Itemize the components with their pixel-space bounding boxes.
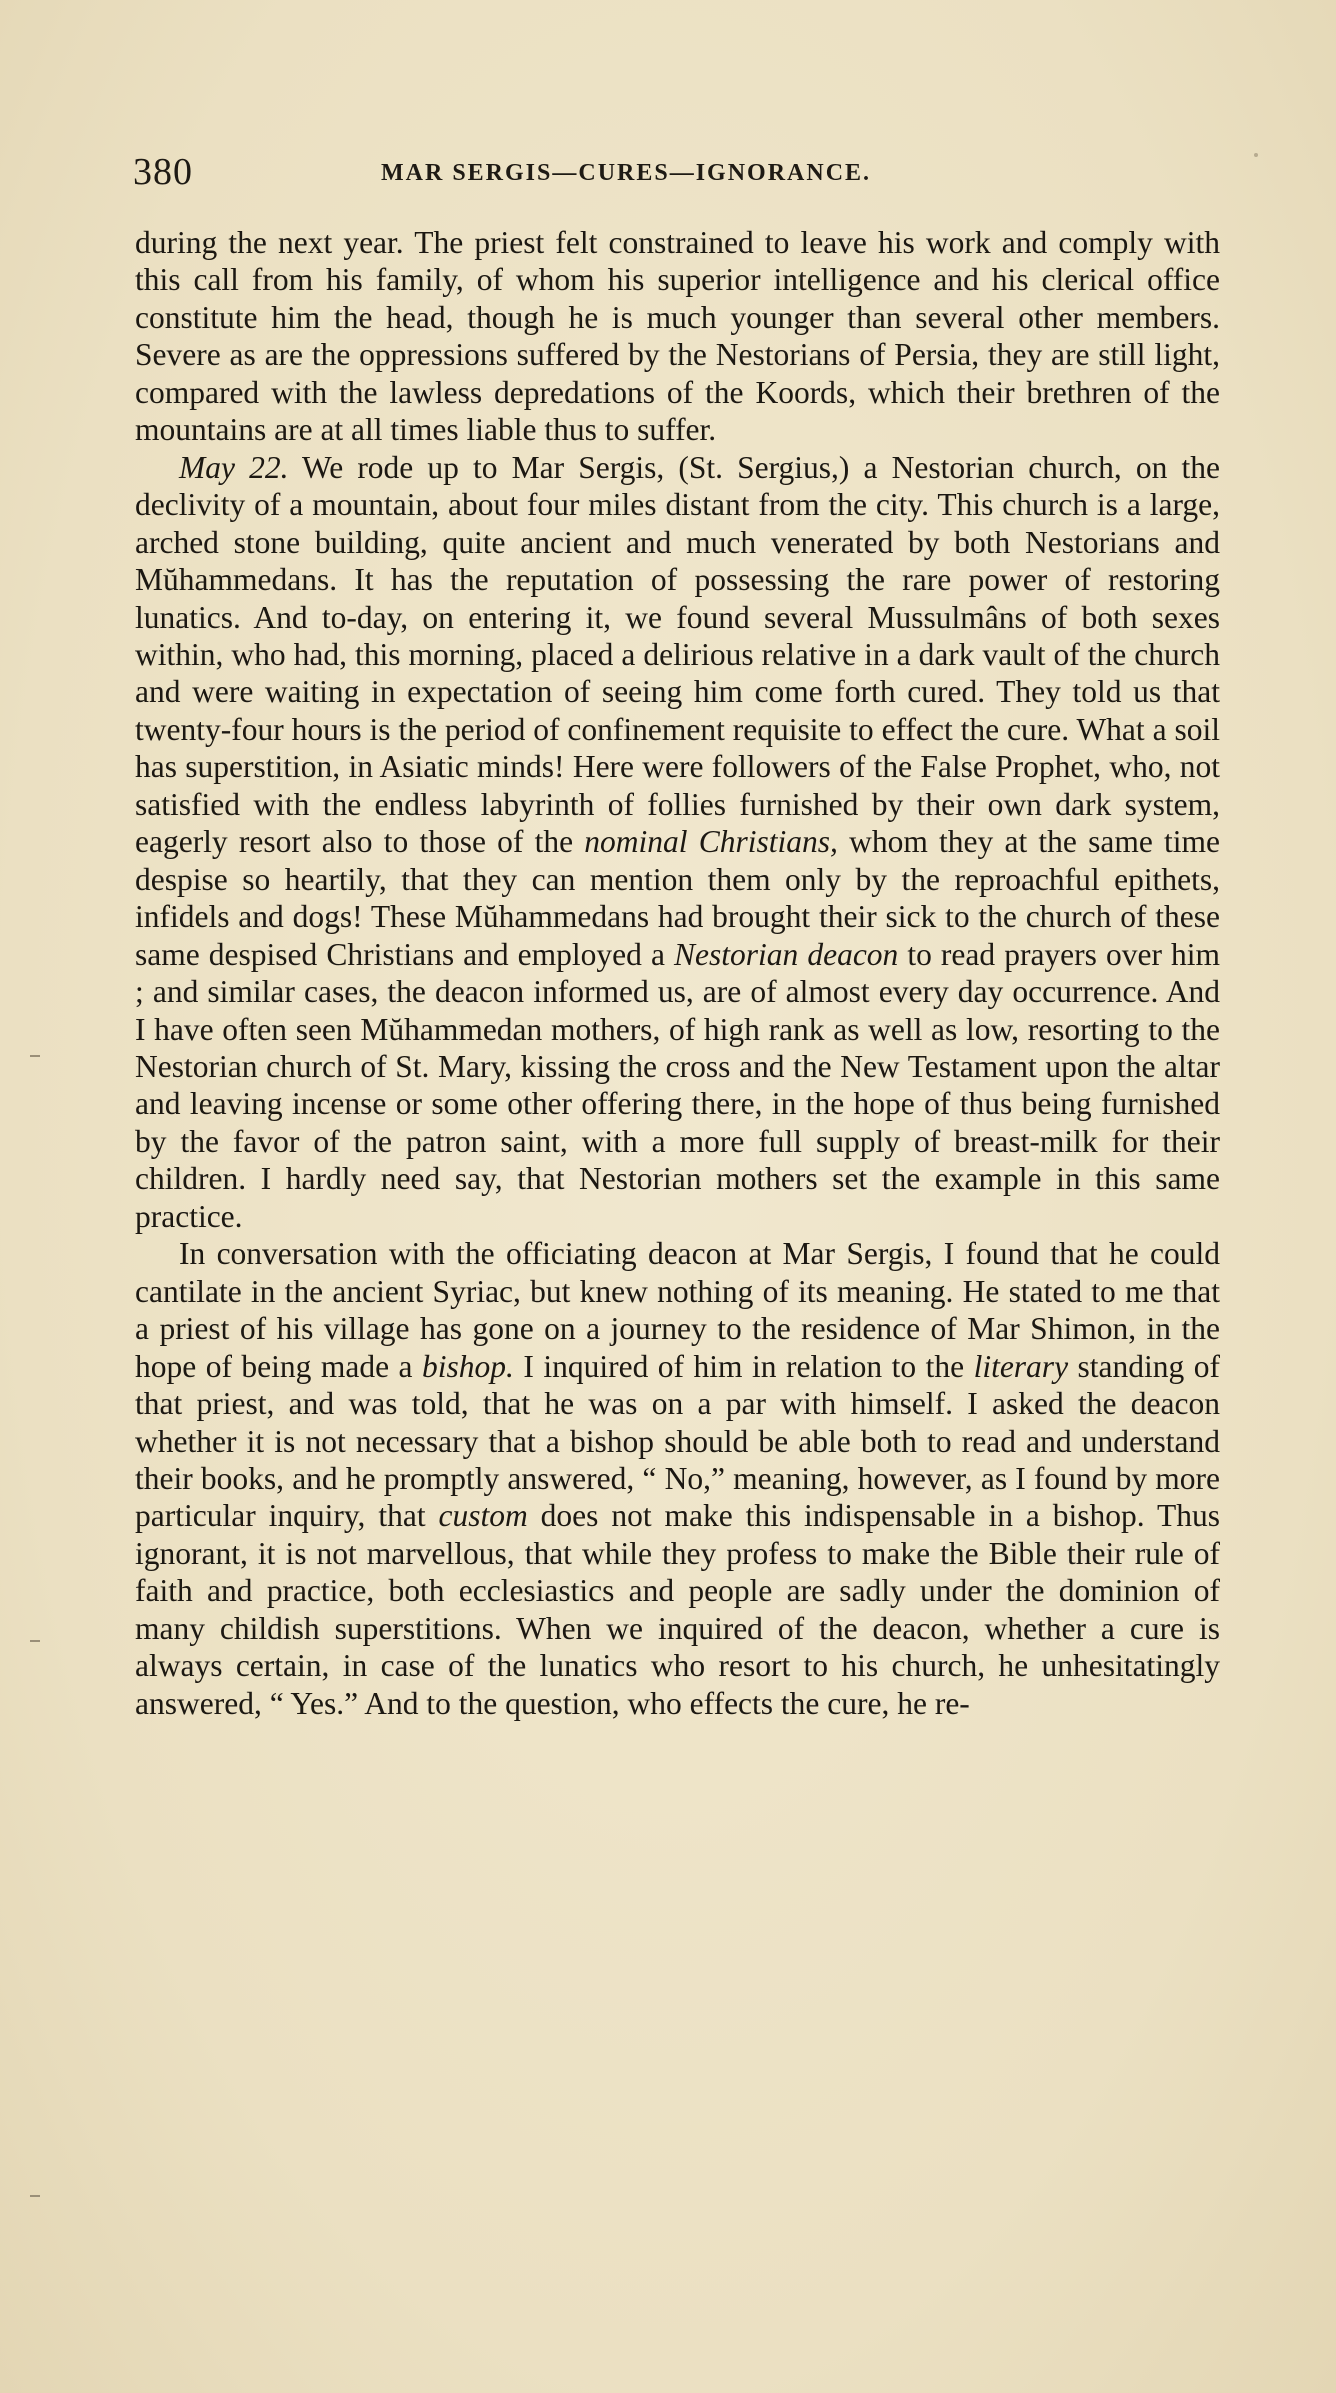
paragraph <box>135 449 1220 1236</box>
page-number: 380 <box>133 151 193 193</box>
text-run-italic: nominal Christians, <box>584 824 838 860</box>
text-run: does not make this indispensable in a bishop. Thus ignorant, it is not marvellous, that while they profess to make the Bible their rule of faith and practice, both ecclesiastics and people are sadly under the dominion of many childish superstitions. When we inquired of the deacon, whether a cure is always certain, in case of the lunatics who resort to his church, he unhesitatingly answered, “ Yes.” And to the question, who effects the cure, he re- <box>135 1498 1220 1721</box>
text-run: I inquired of him in relation to the <box>513 1348 974 1384</box>
text-run: to read prayers over him ; and similar cases, the deacon informed us, are of almost every day occurrence. And I have often seen Mŭhammedan mothers, of high rank as well as low, resorting to the Nestorian church of St. Mary, kissing the cross and the New Testament upon the altar and leaving incense or some other offering there, in the hope of thus being furnished by the favor of the patron saint, with a more full supply of breast-milk for their children. I hardly need say, that Nestorian mothers set the example in this same practice. <box>135 936 1220 1234</box>
text-run-italic: literary <box>973 1348 1069 1384</box>
margin-mark <box>30 2195 40 2197</box>
text-run-italic: May 22. <box>179 449 289 485</box>
running-title: MAR SERGIS—CURES—IGNORANCE. <box>381 160 872 186</box>
paper-speck <box>1254 153 1258 157</box>
running-head <box>133 150 1203 210</box>
text-run: In conversation with the officiating deacon at Mar Sergis, I found that he could cantilate in the ancient Syriac, but knew nothing of its meaning. He stated to me that a priest of his village has gone on a journey to the residence of Mar Shimon, in the hope of being made a <box>135 1236 1220 1384</box>
text-run: whom they at the same time despise so heartily, that they can mention them only by the reproachful epithets, infidels and dogs! These Mŭhammedans had brought their sick to the church of these same despised Christians and employed a <box>135 824 1220 972</box>
text-run: during the next year. The priest felt constrained to leave his work and comply with this call from his family, of whom his superior intelligence and his clerical office constitute him the head, though he is much younger than several other members. Severe as are the oppressions suffered by the Nestorians of Persia, they are still light, compared with the lawless depredations of the Koords, which their brethren of the mountains are at all times liable thus to suffer. <box>135 225 1220 448</box>
text-run-italic: custom <box>438 1498 528 1534</box>
paragraph <box>135 224 1220 449</box>
text-run: standing of that priest, and was told, that he was on a par with himself. I asked the deacon whether it is not necessary that a bishop should be able both to read and understand their books, and he promptly answered, “ No,” meaning, however, as I found by more particular inquiry, that <box>135 1348 1220 1534</box>
margin-mark <box>30 1055 40 1057</box>
paragraph <box>135 1235 1220 1722</box>
margin-mark <box>30 1640 40 1642</box>
text-run-italic: Nestorian deacon <box>674 936 899 972</box>
body-text <box>135 224 1220 1722</box>
text-run: We rode up to Mar Sergis, (St. Sergius,) a Nestorian church, on the declivity of a mountain, about four miles distant from the city. This church is a large, arched stone building, quite ancient and much venerated by both Nestorians and Mŭhammedans. It has the reputation of possessing the rare power of restoring lunatics. And to-day, on entering it, we found several Mussulmâns of both sexes within, who had, this morning, placed a delirious relative in a dark vault of the church and were waiting in expectation of seeing him come forth cured. They told us that twenty-four hours is the period of confinement requisite to effect the cure. What a soil has superstition, in Asiatic minds! Here were followers of the False Prophet, who, not satisfied with the endless labyrinth of follies furnished by their own dark system, eagerly resort also to those of the <box>135 449 1220 860</box>
text-run-italic: bishop. <box>422 1348 514 1384</box>
